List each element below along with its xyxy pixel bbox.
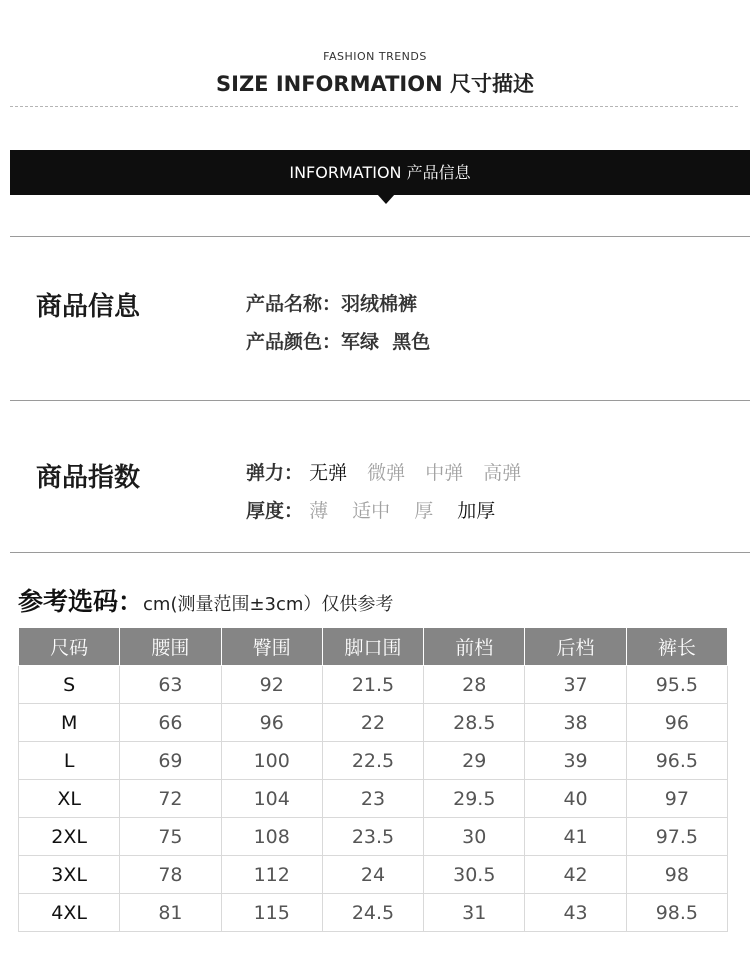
product-color-row <box>246 327 430 354</box>
elasticity-option: 微弹 <box>367 462 406 484</box>
table-cell: 30.5 <box>424 856 525 894</box>
table-cell: 29 <box>424 742 525 780</box>
banner-label: INFORMATION 产品信息 <box>289 163 471 182</box>
info-banner <box>10 150 750 195</box>
elasticity-option: 无弹 <box>309 462 348 484</box>
column-header: 腰围 <box>120 628 221 666</box>
table-cell: 28 <box>424 666 525 704</box>
size-cell: 3XL <box>19 856 120 894</box>
table-cell: 24.5 <box>322 894 423 932</box>
table-cell: 21.5 <box>322 666 423 704</box>
table-cell: 81 <box>120 894 221 932</box>
table-cell: 78 <box>120 856 221 894</box>
divider-line <box>10 552 750 553</box>
product-name-row <box>246 289 417 316</box>
thickness-option: 厚 <box>414 500 434 522</box>
table-cell: 98.5 <box>626 894 727 932</box>
thickness-label: 厚度： <box>246 500 304 522</box>
table-cell: 96.5 <box>626 742 727 780</box>
table-cell: 72 <box>120 780 221 818</box>
table-cell: 28.5 <box>424 704 525 742</box>
thickness-row <box>246 496 509 523</box>
elasticity-label: 弹力： <box>246 462 304 484</box>
thickness-option: 加厚 <box>457 500 496 522</box>
size-cell: L <box>19 742 120 780</box>
column-header: 尺码 <box>19 628 120 666</box>
table-cell: 96 <box>221 704 322 742</box>
table-cell: 92 <box>221 666 322 704</box>
table-cell: 22.5 <box>322 742 423 780</box>
table-cell: 63 <box>120 666 221 704</box>
column-header: 脚口围 <box>322 628 423 666</box>
table-row <box>19 780 728 818</box>
product-color-label: 产品颜色： <box>246 331 342 353</box>
table-cell: 39 <box>525 742 626 780</box>
size-cell: XL <box>19 780 120 818</box>
table-cell: 115 <box>221 894 322 932</box>
table-cell: 98 <box>626 856 727 894</box>
size-table <box>18 627 728 932</box>
table-cell: 22 <box>322 704 423 742</box>
table-cell: 38 <box>525 704 626 742</box>
thickness-option: 适中 <box>352 500 391 522</box>
table-cell: 41 <box>525 818 626 856</box>
table-cell: 108 <box>221 818 322 856</box>
size-cell: 4XL <box>19 894 120 932</box>
table-cell: 37 <box>525 666 626 704</box>
product-index-title: 商品指数 <box>36 463 141 493</box>
table-cell: 29.5 <box>424 780 525 818</box>
table-row <box>19 704 728 742</box>
table-cell: 40 <box>525 780 626 818</box>
elasticity-option: 中弹 <box>425 462 464 484</box>
table-cell: 42 <box>525 856 626 894</box>
size-table-header <box>19 628 728 666</box>
size-reference-heading <box>18 582 393 618</box>
table-cell: 43 <box>525 894 626 932</box>
table-cell: 104 <box>221 780 322 818</box>
size-reference-title: 参考选码： <box>18 587 144 616</box>
table-cell: 30 <box>424 818 525 856</box>
product-name-label: 产品名称： <box>246 293 342 315</box>
divider-line <box>10 236 750 237</box>
table-cell: 31 <box>424 894 525 932</box>
table-cell: 24 <box>322 856 423 894</box>
table-row <box>19 666 728 704</box>
column-header: 臀围 <box>221 628 322 666</box>
divider-line <box>10 400 750 401</box>
product-color-value: 军绿 黑色 <box>341 331 431 353</box>
table-row <box>19 818 728 856</box>
column-header: 前档 <box>424 628 525 666</box>
header-kicker: FASHION TRENDS <box>323 50 427 63</box>
table-cell: 66 <box>120 704 221 742</box>
table-row <box>19 856 728 894</box>
table-cell: 69 <box>120 742 221 780</box>
elasticity-option: 高弹 <box>483 462 522 484</box>
table-cell: 95.5 <box>626 666 727 704</box>
size-table-body <box>19 666 728 932</box>
column-header: 裤长 <box>626 628 727 666</box>
size-cell: M <box>19 704 120 742</box>
table-cell: 96 <box>626 704 727 742</box>
elasticity-row <box>246 458 535 485</box>
table-row <box>19 894 728 932</box>
thickness-option: 薄 <box>309 500 329 522</box>
product-info-title: 商品信息 <box>36 292 141 322</box>
table-cell: 100 <box>221 742 322 780</box>
table-cell: 97 <box>626 780 727 818</box>
table-cell: 23.5 <box>322 818 423 856</box>
dashed-divider <box>10 106 738 107</box>
size-reference-note: cm(测量范围±3cm）仅供参考 <box>143 594 394 615</box>
table-cell: 112 <box>221 856 322 894</box>
table-cell: 75 <box>120 818 221 856</box>
table-row <box>19 742 728 780</box>
size-cell: 2XL <box>19 818 120 856</box>
column-header: 后档 <box>525 628 626 666</box>
page-title: SIZE INFORMATION 尺寸描述 <box>216 72 534 96</box>
table-cell: 23 <box>322 780 423 818</box>
product-name-value: 羽绒棉裤 <box>341 293 418 315</box>
size-cell: S <box>19 666 120 704</box>
banner-notch <box>377 194 395 204</box>
table-cell: 97.5 <box>626 818 727 856</box>
